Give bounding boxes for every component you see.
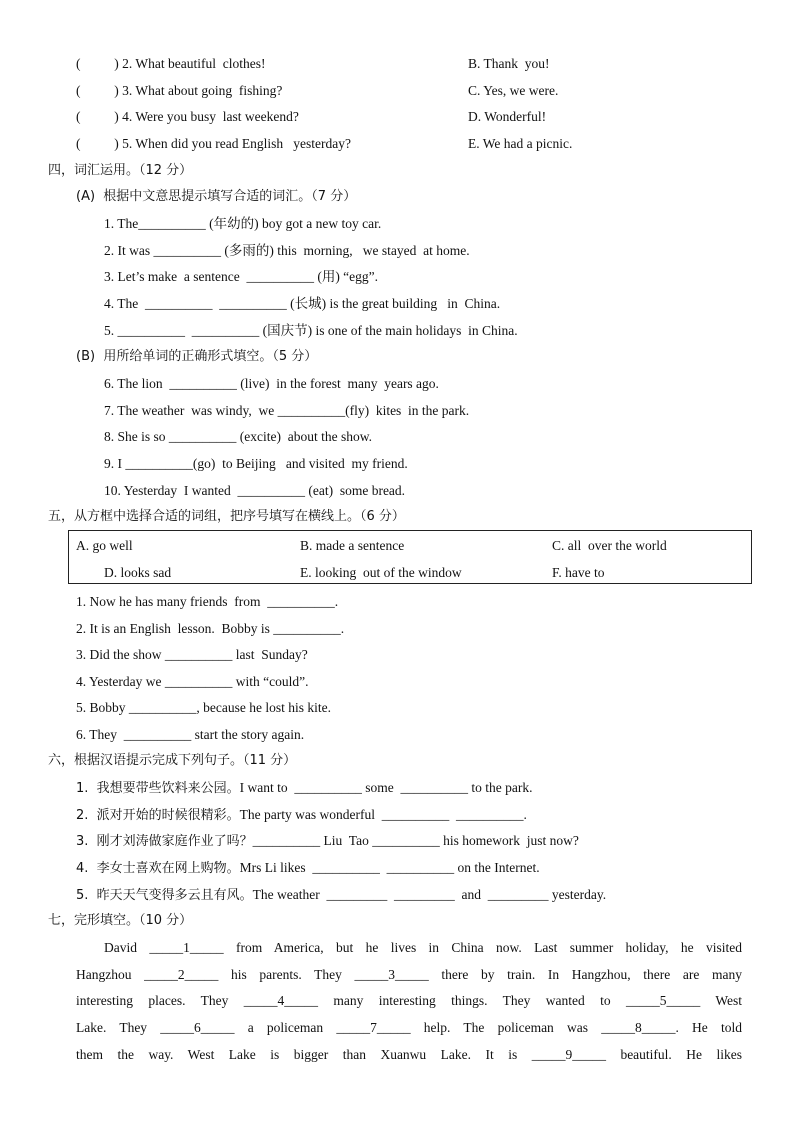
matching-question-4: ( ) 4. Were you busy last weekend? bbox=[76, 109, 299, 124]
section-4-title: 四，词汇运用。（12 分） bbox=[48, 163, 193, 178]
translation-sentence: __________ Liu Tao __________ his homework just now? bbox=[252, 833, 579, 848]
matching-answer-b: B. Thank you! bbox=[468, 56, 550, 71]
cloze-line-5: them the way. West Lake is bigger than Xuanwu Lake. It is _____9_____ beautiful. He likes bbox=[76, 1047, 742, 1062]
vocab-item-4: 4. The __________ __________ (长城) is the great building in China. bbox=[104, 296, 501, 311]
matching-question-2: ( ) 2. What beautiful clothes! bbox=[76, 56, 266, 71]
translation-prompt: 2. 派对开始的时候很精彩。 bbox=[76, 808, 240, 823]
phrase-item-5: 5. Bobby __________, because he lost his kite. bbox=[76, 700, 331, 715]
translation-item-3 bbox=[76, 832, 579, 851]
translation-prompt: 3. 刚才刘涛做家庭作业了吗？ bbox=[76, 834, 253, 849]
translation-item-1 bbox=[76, 779, 533, 798]
section-4-part-a-title: (A) 根据中文意思提示填写合适的词汇。（7 分） bbox=[76, 189, 357, 204]
translation-item-2 bbox=[76, 806, 527, 825]
cloze-line-4: Lake. They _____6_____ a policeman _____7_____ help. The policeman was _____8_____. He told bbox=[76, 1020, 742, 1035]
vocab-item-9: 9. I __________(go) to Beijing and visited my friend. bbox=[104, 456, 408, 471]
cloze-line-1: David _____1_____ from America, but he lives in China now. Last summer holiday, he visited bbox=[104, 940, 742, 955]
translation-sentence: I want to __________ some __________ to the park. bbox=[239, 780, 533, 795]
phrase-item-3: 3. Did the show __________ last Sunday? bbox=[76, 647, 308, 662]
vocab-item-8: 8. She is so __________ (excite) about the show. bbox=[104, 429, 372, 444]
matching-answer-c: C. Yes, we were. bbox=[468, 83, 559, 98]
option-f: F. have to bbox=[552, 565, 605, 580]
translation-prompt: 5. 昨天天气变得多云且有风。 bbox=[76, 888, 253, 903]
matching-answer-d: D. Wonderful! bbox=[468, 109, 547, 124]
option-d: D. looks sad bbox=[104, 565, 172, 580]
phrase-item-2: 2. It is an English lesson. Bobby is __________. bbox=[76, 621, 345, 636]
option-a: A. go well bbox=[76, 538, 133, 553]
phrase-item-6: 6. They __________ start the story again. bbox=[76, 727, 305, 742]
phrase-item-1: 1. Now he has many friends from __________. bbox=[76, 594, 339, 609]
section-6-title: 六，根据汉语提示完成下列句子。（11 分） bbox=[48, 753, 297, 768]
translation-sentence: Mrs Li likes __________ __________ on the Internet. bbox=[239, 860, 540, 875]
translation-sentence: The weather _________ _________ and _________ yesterday. bbox=[252, 887, 607, 902]
option-b: B. made a sentence bbox=[300, 538, 405, 553]
matching-answer-e: E. We had a picnic. bbox=[468, 136, 573, 151]
translation-prompt: 4. 李女士喜欢在网上购物。 bbox=[76, 861, 240, 876]
section-7-title: 七，完形填空。（10 分） bbox=[48, 913, 193, 928]
matching-question-3: ( ) 3. What about going fishing? bbox=[76, 83, 283, 98]
section-5-title: 五，从方框中选择合适的词组，把序号填写在横线上。（6 分） bbox=[48, 509, 405, 524]
cloze-line-3: interesting places. They _____4_____ many interesting things. They wanted to _____5_____ West bbox=[76, 993, 742, 1008]
vocab-item-2: 2. It was __________ (多雨的) this morning, we stayed at home. bbox=[104, 243, 470, 258]
translation-sentence: The party was wonderful __________ __________. bbox=[239, 807, 527, 822]
option-c: C. all over the world bbox=[552, 538, 667, 553]
vocab-item-3: 3. Let’s make a sentence __________ (用) “egg”. bbox=[104, 269, 379, 284]
vocab-item-6: 6. The lion __________ (live) in the forest many years ago. bbox=[104, 376, 439, 391]
vocab-item-1: 1. The__________ (年幼的) boy got a new toy car. bbox=[104, 216, 382, 231]
cloze-line-2: Hangzhou _____2_____ his parents. They _____3_____ there by train. In Hangzhou, there are many bbox=[76, 967, 742, 982]
vocab-item-10: 10. Yesterday I wanted __________ (eat) some bread. bbox=[104, 483, 406, 498]
translation-item-4 bbox=[76, 859, 540, 878]
translation-prompt: 1. 我想要带些饮料来公园。 bbox=[76, 781, 240, 796]
matching-question-5: ( ) 5. When did you read English yesterday? bbox=[76, 136, 351, 151]
vocab-item-7: 7. The weather was windy, we __________(fly) kites in the park. bbox=[104, 403, 470, 418]
vocab-item-5: 5. __________ __________ (国庆节) is one of the main holidays in China. bbox=[104, 323, 518, 338]
section-4-part-b-title: (B) 用所给单词的正确形式填空。（5 分） bbox=[76, 349, 318, 364]
phrase-item-4: 4. Yesterday we __________ with “could”. bbox=[76, 674, 309, 689]
option-e: E. looking out of the window bbox=[300, 565, 462, 580]
translation-item-5 bbox=[76, 886, 606, 905]
